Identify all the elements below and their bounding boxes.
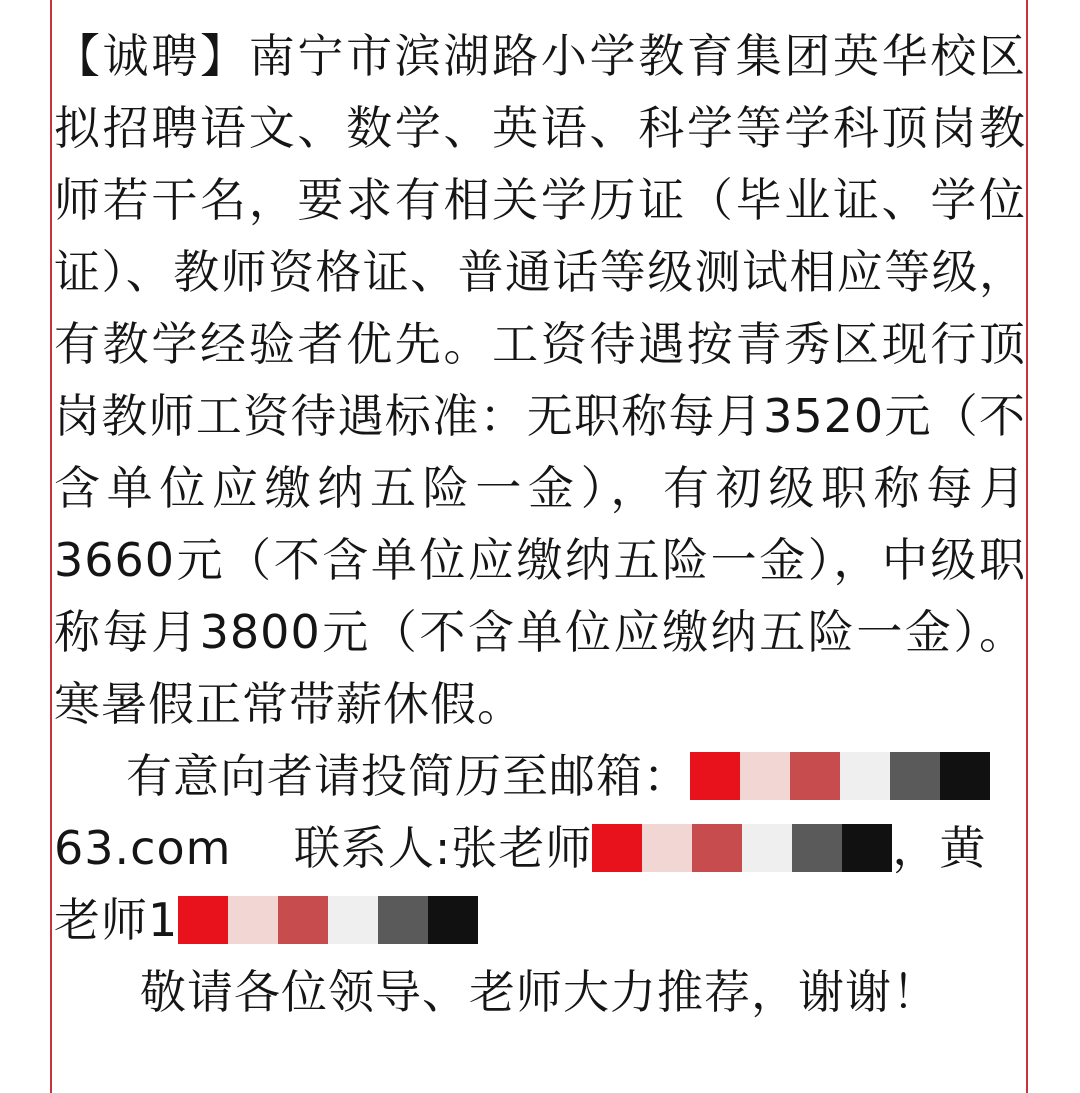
contact-person-label: 联系人:张老师 bbox=[293, 821, 593, 875]
mosaic-block-3 bbox=[692, 824, 742, 872]
contact-separator: ，黄老 bbox=[54, 821, 987, 947]
mosaic-block-3 bbox=[278, 896, 328, 944]
redacted-phone-2 bbox=[178, 896, 478, 944]
email-tail: 6 bbox=[54, 821, 85, 875]
mosaic-block-3 bbox=[790, 752, 840, 800]
mosaic-block-5 bbox=[792, 824, 842, 872]
mosaic-block-1 bbox=[178, 896, 228, 944]
mosaic-block-4 bbox=[328, 896, 378, 944]
mosaic-block-6 bbox=[842, 824, 892, 872]
mosaic-block-4 bbox=[840, 752, 890, 800]
email-prompt: 有意向者请投简历至邮箱： bbox=[126, 749, 690, 803]
mosaic-block-4 bbox=[742, 824, 792, 872]
mosaic-block-2 bbox=[740, 752, 790, 800]
email-domain: 3.com bbox=[84, 821, 232, 875]
mosaic-block-1 bbox=[592, 824, 642, 872]
notice-body: 【诚聘】南宁市滨湖路小学教育集团英华校区拟招聘语文、数学、英语、科学等学科顶岗教师若干名，要求有相关学历证（毕业证、学位证）、教师资格证、普通话等级测试相应等级，有教学经验者优先。工资待遇按青秀区现行顶岗教师工资待遇标准：无职称每月3520元（不含单位应缴纳五险一金），有初级职称每月3660元（不含单位应缴纳五险一金），中级职称每月3800元（不含单位应缴纳五险一金）。寒暑假正常带薪休假。 bbox=[54, 29, 1026, 731]
second-contact-start: 师1 bbox=[101, 893, 179, 947]
redacted-phone-1 bbox=[592, 824, 892, 872]
mosaic-block-2 bbox=[228, 896, 278, 944]
contact-email-line bbox=[54, 740, 1026, 956]
recruitment-notice bbox=[54, 20, 1026, 1028]
redacted-email bbox=[690, 752, 990, 800]
mosaic-block-2 bbox=[642, 824, 692, 872]
mosaic-block-1 bbox=[690, 752, 740, 800]
mosaic-block-5 bbox=[890, 752, 940, 800]
closing-line: 敬请各位领导、老师大力推荐，谢谢！ bbox=[140, 965, 939, 1019]
mosaic-block-6 bbox=[940, 752, 990, 800]
mosaic-block-5 bbox=[378, 896, 428, 944]
mosaic-block-6 bbox=[428, 896, 478, 944]
